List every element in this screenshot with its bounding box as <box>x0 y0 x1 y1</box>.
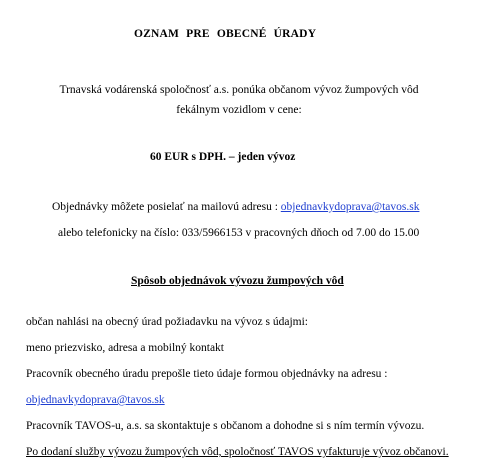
step-4: Pracovník TAVOS-u, a.s. sa skontaktuje s občanom a dohodne si s ním termín vývozu. <box>26 420 425 432</box>
step-2: meno priezvisko, adresa a mobilný kontakt <box>26 342 225 354</box>
price-line: 60 EUR s DPH. – jeden vývoz <box>150 151 296 163</box>
step-5: Po dodaní služby vývozu žumpových vôd, spoločnosť TAVOS vyfakturuje vývoz občanovi. <box>26 446 449 458</box>
step-3-email-line <box>26 393 165 407</box>
phone-line: alebo telefonicky na číslo: 033/5966153 v pracovných dňoch od 7.00 do 15.00 <box>58 227 420 239</box>
step-3-email-link[interactable]: objednavkydoprava@tavos.sk <box>26 394 165 406</box>
step-1: občan nahlási na obecný úrad požiadavku na vývoz s údajmi: <box>26 316 308 328</box>
step-3: Pracovník obecného úradu prepošle tieto údaje formou objednávky na adresu : <box>26 368 388 380</box>
email-link[interactable]: objednavkydoprava@tavos.sk <box>280 201 420 213</box>
intro-line-1: Trnavská vodárenská spoločnosť a.s. ponúka občanom vývoz žumpových vôd <box>59 84 419 96</box>
orders-prefix: Objednávky môžete posielať na mailovú adresu : <box>52 201 281 213</box>
orders-line <box>52 200 419 214</box>
section-heading: Spôsob objednávok vývozu žumpových vôd <box>131 275 344 287</box>
intro-line-2: fekálnym vozidlom v cene: <box>176 104 302 116</box>
document-title: OZNAM PRE OBECNÉ ÚRADY <box>134 28 317 40</box>
